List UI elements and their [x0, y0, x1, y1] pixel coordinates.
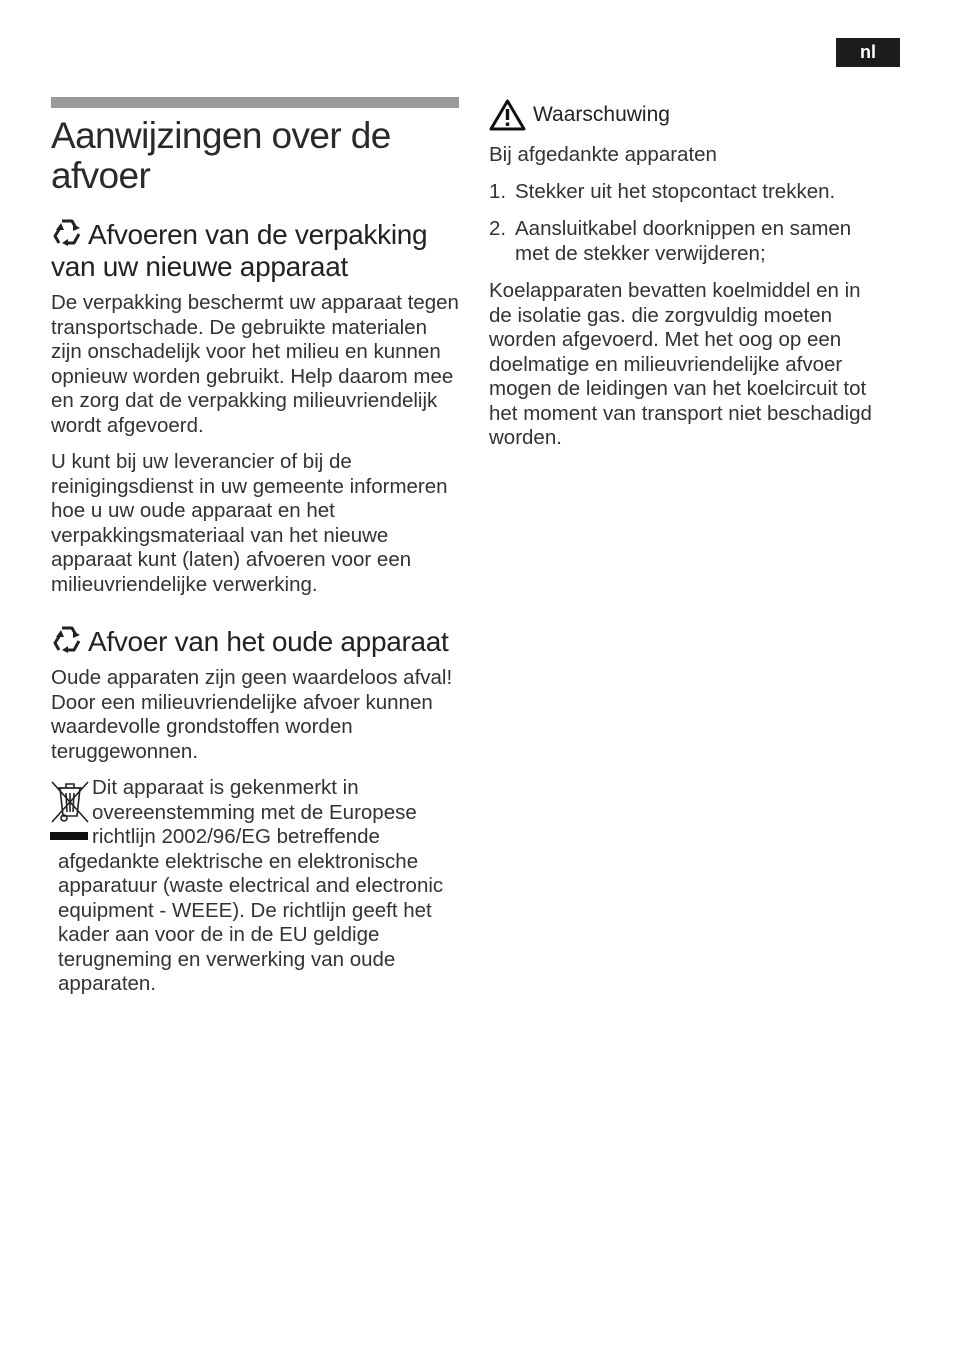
weee-text-line-2: overeenstemming met de Europese [92, 800, 417, 824]
weee-text-line-1: Dit apparaat is gekenmerkt in [92, 776, 359, 799]
section-rule [51, 97, 459, 108]
list-item [489, 217, 889, 266]
packaging-paragraph-1: De verpakking beschermt uw apparaat tegen transportschade. De gebruikte materialen zijn onschadelijk voor het milieu en kunnen opnieuw worden gebruikt. Help daarom mee en zorg dat de verpakking milieuvriendelijk wordt afgevoerd. [51, 291, 459, 437]
section-heading-packaging [51, 218, 459, 283]
language-badge: nl [836, 38, 900, 67]
recycle-icon [51, 625, 83, 653]
warning-steps-list [489, 180, 889, 267]
step-number: 2. [489, 217, 507, 240]
warning-heading: Waarschuwing [533, 103, 670, 126]
weee-notice [51, 776, 459, 997]
weee-text-line-3: richtlijn 2002/96/EG betreffende [92, 825, 380, 848]
section-heading-old-appliance-text: Afvoer van het oude apparaat [88, 626, 449, 657]
list-item [489, 180, 889, 205]
warning-intro: Bij afgedankte apparaten [489, 143, 717, 166]
section-heading-packaging-text: Afvoeren van de verpakking van uw nieuwe apparaat [51, 219, 428, 282]
step-number: 1. [489, 179, 507, 203]
step-text: Aansluitkabel doorknippen en samen met de stekker verwijderen; [515, 217, 852, 265]
warning-paragraph: Koelapparaten bevatten koelmiddel en in de isolatie gas. die zorgvuldig moeten worden afgevoerd. Met het oog op een doelmatige en milieuvriendelijke afvoer mogen de leidingen van het koelcircuit tot het moment van transport niet beschadigd worden. [489, 279, 872, 449]
packaging-paragraph-2: U kunt bij uw leverancier of bij de reinigingsdienst in uw gemeente informeren hoe u uw oude apparaat en het verpakkingsmateriaal van het nieuwe apparaat kunt (laten) afvoeren voor een milieuvriendelijke verwerking. [51, 450, 448, 596]
section-heading-old-appliance [51, 625, 459, 658]
warning-header [489, 99, 889, 131]
right-column [489, 97, 889, 463]
recycle-icon [51, 218, 83, 246]
page-title: Aanwijzingen over de afvoer [51, 115, 391, 196]
weee-text-continued: afgedankte elektrische en elektronische apparatuur (waste electrical and electronic equipment - WEEE). De richtlijn geeft het kader aan voor de in de EU geldige terugneming en verwerking van oude apparaten. [58, 849, 444, 995]
warning-triangle-icon [489, 99, 526, 131]
crossed-out-wheelie-bin-icon [50, 778, 90, 842]
step-text: Stekker uit het stopcontact trekken. [515, 179, 836, 203]
left-column [51, 97, 459, 997]
old-appliance-paragraph: Oude apparaten zijn geen waardeloos afval! Door een milieuvriendelijke afvoer kunnen waardevolle grondstoffen worden teruggewonnen. [51, 666, 453, 763]
